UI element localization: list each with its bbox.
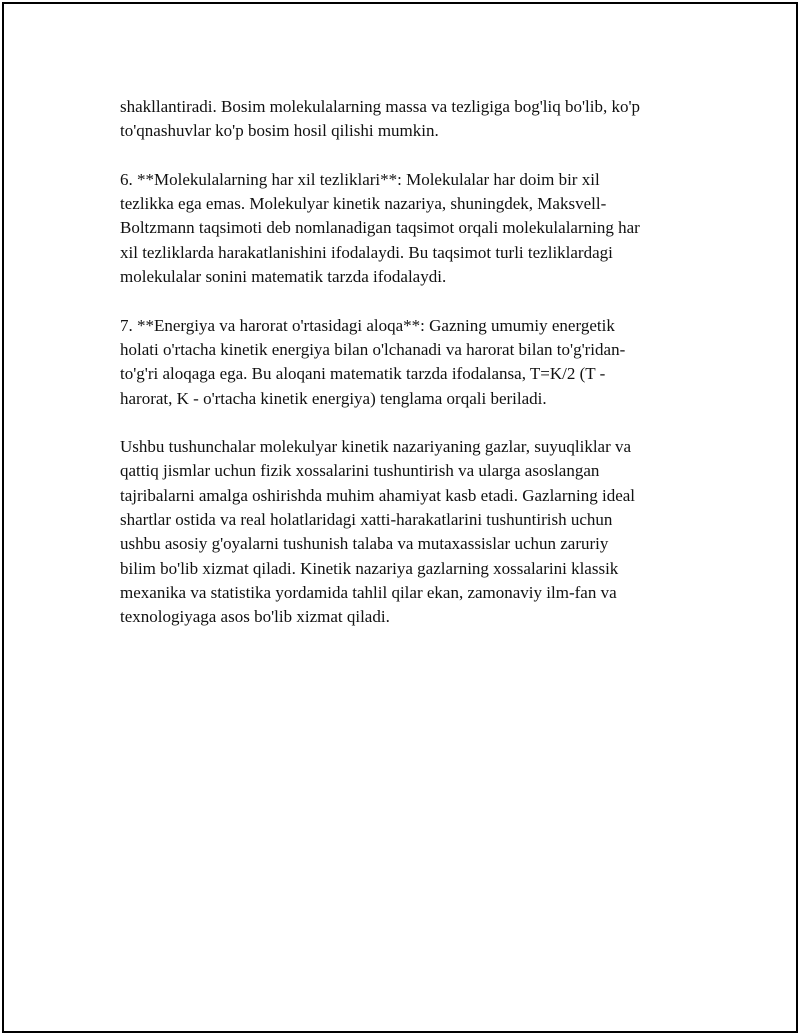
paragraph-item-7-energy-temperature bbox=[120, 314, 698, 411]
text-line: texnologiyaga asos bo'lib xizmat qiladi. bbox=[120, 607, 390, 627]
text-line: holati o'rtacha kinetik energiya bilan o'lchanadi va harorat bilan to'g'ridan- bbox=[120, 339, 626, 359]
text-line: to'qnashuvlar ko'p bosim hosil qilishi mumkin. bbox=[120, 121, 439, 141]
paragraph-item-6-speeds bbox=[120, 168, 698, 289]
text-line: Boltzmann taqsimoti deb nomlanadigan taqsimot orqali molekulalarning har bbox=[120, 218, 640, 238]
text-line: xil tezliklarda harakatlanishini ifodalaydi. Bu taqsimot turli tezliklardagi bbox=[120, 242, 613, 262]
text-line: Ushbu tushunchalar molekulyar kinetik nazariyaning gazlar, suyuqliklar va bbox=[120, 437, 632, 457]
text-line: tezlikka ega emas. Molekulyar kinetik nazariya, shuningdek, Maksvell- bbox=[120, 194, 607, 214]
text-line: ushbu asosiy g'oyalarni tushunish talaba va mutaxassislar uchun zaruriy bbox=[120, 534, 609, 554]
text-line: molekulalar sonini matematik tarzda ifodalaydi. bbox=[120, 267, 447, 287]
text-line: qattiq jismlar uchun fizik xossalarini tushuntirish va ularga asoslangan bbox=[120, 461, 600, 481]
text-line: shakllantiradi. Bosim molekulalarning massa va tezligiga bog'liq bo'lib, ko'p bbox=[120, 97, 641, 116]
document-body bbox=[120, 95, 698, 654]
paragraph-conclusion bbox=[120, 435, 698, 629]
text-line: mexanika va statistika yordamida tahlil qilar ekan, zamonaviy ilm-fan va bbox=[120, 582, 617, 602]
text-line: 7. **Energiya va harorat o'rtasidagi aloqa**: Gazning umumiy energetik bbox=[120, 315, 615, 335]
text-line: to'g'ri aloqaga ega. Bu aloqani matematik tarzda ifodalansa, T=K/2 (T - bbox=[120, 364, 606, 384]
text-line: tajribalarni amalga oshirishda muhim ahamiyat kasb etadi. Gazlarning ideal bbox=[120, 485, 636, 505]
text-line: harorat, K - o'rtacha kinetik energiya) tenglama orqali beriladi. bbox=[120, 388, 547, 408]
text-line: shartlar ostida va real holatlaridagi xatti-harakatlarini tushuntirish uchun bbox=[120, 510, 613, 530]
paragraph-pressure-continuation bbox=[120, 95, 698, 144]
text-line: bilim bo'lib xizmat qiladi. Kinetik nazariya gazlarning xossalarini klassik bbox=[120, 558, 619, 578]
page-frame bbox=[2, 2, 798, 1033]
text-line: 6. **Molekulalarning har xil tezliklari**: Molekulalar har doim bir xil bbox=[120, 169, 600, 189]
